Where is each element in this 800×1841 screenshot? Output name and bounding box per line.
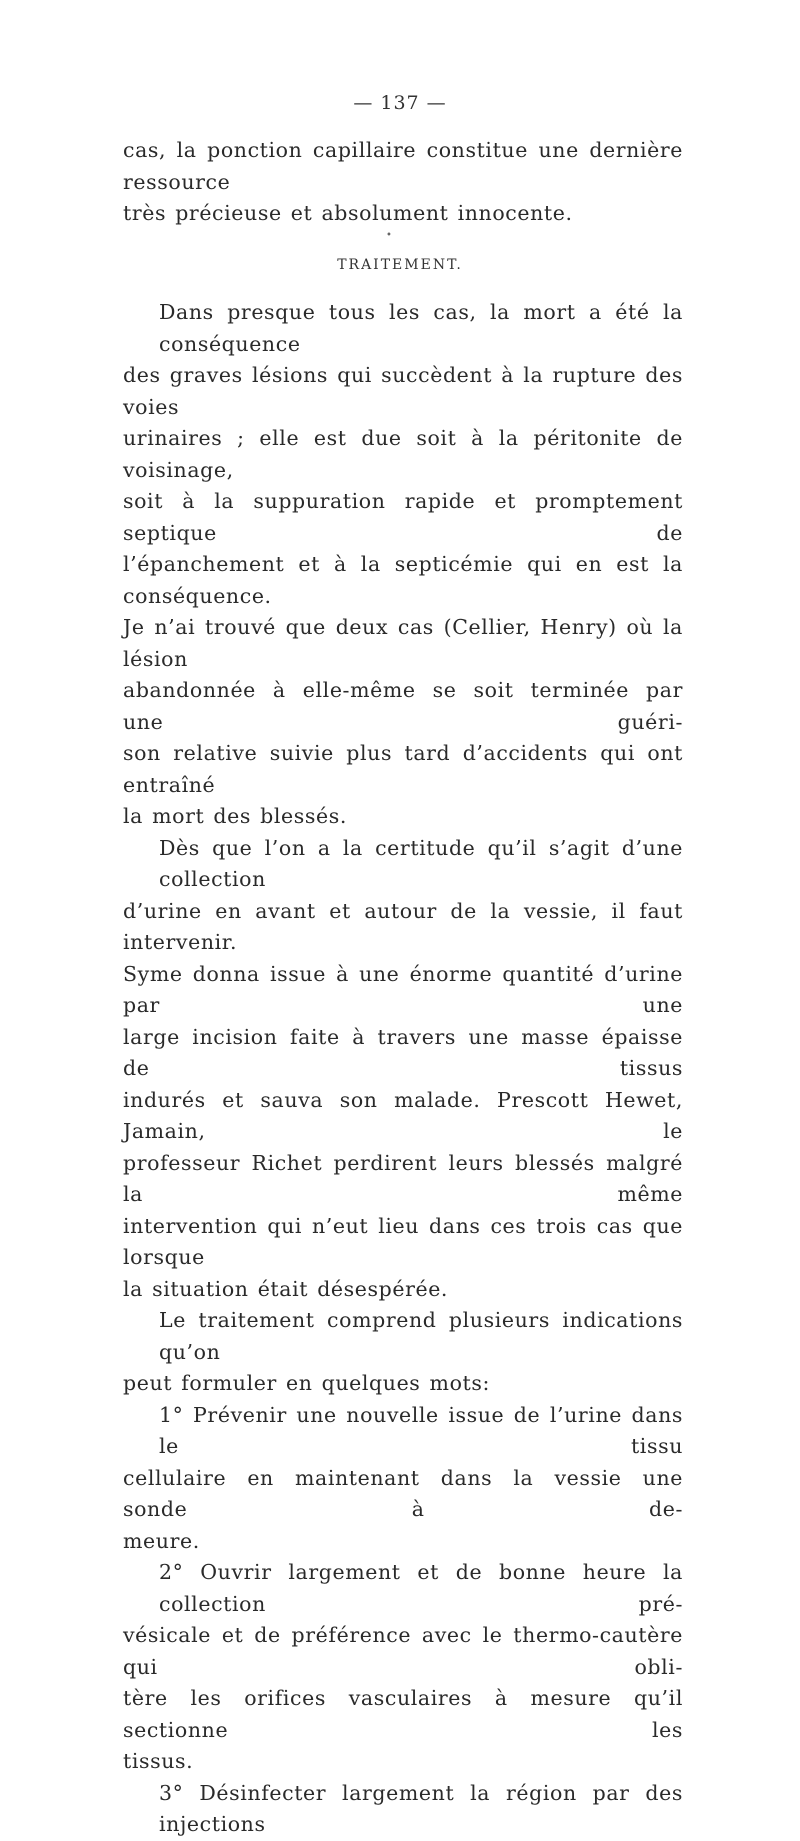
text-line: l’épanchement et à la septicémie qui en est la conséquence. — [123, 552, 683, 608]
text-line: intervention qui n’eut lieu dans ces trois cas que lorsque — [123, 1213, 683, 1269]
text-line: Dans presque tous les cas, la mort a été la conséquence — [159, 300, 683, 356]
text-line: des graves lésions qui succèdent à la rupture des voies — [123, 363, 683, 419]
text-line: peut formuler en quelques mots: — [123, 1371, 490, 1395]
text-line: cas, la ponction capillaire constitue une dernière ressource — [123, 138, 683, 194]
text-line: d’urine en avant et autour de la vessie, il faut intervenir. — [123, 898, 683, 954]
text-line: la situation était désespérée. — [123, 1276, 449, 1301]
text-line: tissus. — [123, 1749, 194, 1773]
text-line: tère les orifices vasculaires à mesure qu’il sectionne les — [123, 1686, 683, 1742]
text-line: urinaires ; elle est due soit à la péritonite de voisinage, — [123, 426, 683, 482]
text-line: professeur Richet perdirent leurs blessés malgré la même — [123, 1150, 683, 1206]
text-line: soit à la suppuration rapide et promptement septique de — [123, 489, 683, 545]
text-line: vésicale et de préférence avec le thermo-cautère qui obli- — [123, 1623, 683, 1679]
body-text — [123, 297, 683, 1841]
text-line: Syme donna issue à une énorme quantité d’urine par une — [123, 961, 683, 1017]
text-line: cellulaire en maintenant dans la vessie une sonde à de- — [123, 1465, 683, 1521]
text-line: abandonnée à elle-même se soit terminée par une guéri- — [123, 678, 683, 734]
text-line: indurés et sauva son malade. Prescott Hewet, Jamain, le — [123, 1087, 683, 1143]
text-line: Dès que l’on a la certitude qu’il s’agit d’une collection — [159, 835, 683, 891]
text-line: très précieuse et absolument innocente. — [123, 201, 573, 225]
text-line: son relative suivie plus tard d’accidents qui ont entraîné — [123, 741, 683, 797]
text-line: 3° Désinfecter largement la région par des injections — [159, 1780, 683, 1836]
text-line: 2° Ouvrir largement et de bonne heure la collection pré- — [159, 1560, 683, 1616]
text-line: large incision faite à travers une masse épaisse de tissus — [123, 1024, 683, 1080]
text-line: Je n’ai trouvé que deux cas (Cellier, Henry) où la lésion — [123, 615, 683, 671]
text-line: 1° Prévenir une nouvelle issue de l’urine dans le tissu — [159, 1402, 683, 1458]
ink-speck: • — [386, 230, 392, 241]
text-line: Le traitement comprend plusieurs indications qu’on — [159, 1308, 683, 1364]
text-line: meure. — [123, 1528, 200, 1553]
section-heading: TRAITEMENT. — [337, 257, 463, 273]
text-line: la mort des blessés. — [123, 804, 347, 828]
page-number: — 137 — — [353, 92, 447, 114]
intro-paragraph — [123, 135, 683, 230]
